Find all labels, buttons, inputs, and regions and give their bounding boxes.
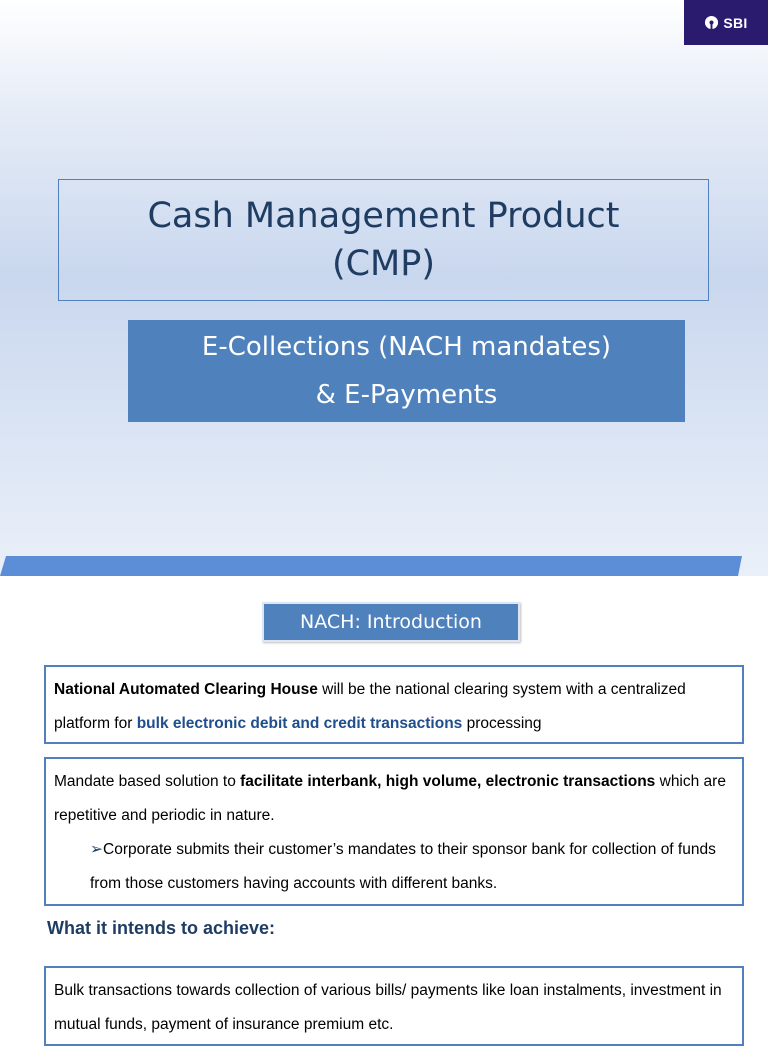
subtitle-line-1: E-Collections (NACH mandates) [201, 332, 612, 362]
achieve-text: Bulk transactions towards collection of various bills/ payments like loan instalments, investment in mutual funds, payment of insurance premium etc. [54, 982, 722, 1033]
definition-box [44, 665, 744, 744]
slide-title: Cash Management Product (CMP) [147, 196, 620, 284]
mandate-box [44, 757, 744, 906]
footer-stripe [0, 556, 768, 576]
definition-text-1: will be the national clearing system with a centralized platform for [54, 681, 686, 732]
nach-intro-header: NACH: Introduction [262, 602, 520, 642]
definition-text-2: processing [462, 715, 542, 732]
achieve-box [44, 966, 744, 1046]
title-box [58, 179, 709, 301]
mandate-bold: facilitate interbank, high volume, electronic transactions [240, 773, 656, 790]
arrow-bullet-icon: ➢ [90, 841, 103, 858]
achieve-heading: What it intends to achieve: [47, 918, 276, 938]
mandate-bullet [54, 833, 742, 901]
nach-full-name: National Automated Clearing House [54, 681, 318, 698]
sbi-logo [684, 0, 768, 45]
subtitle-box [128, 320, 685, 422]
subtitle-line-2: & E-Payments [315, 380, 498, 410]
mandate-bullet-text: Corporate submits their customer’s mandates to their sponsor bank for collection of funds from those customers having accounts with different banks. [90, 841, 716, 892]
logo-text: SBI [723, 14, 748, 31]
sbi-keyhole-icon [704, 15, 719, 30]
definition-highlight: bulk electronic debit and credit transactions [136, 715, 463, 732]
mandate-text-1: Mandate based solution to [54, 773, 241, 790]
mandate-paragraph [54, 765, 742, 833]
mandate-text-2: which are repetitive and periodic in nature. [54, 773, 726, 824]
